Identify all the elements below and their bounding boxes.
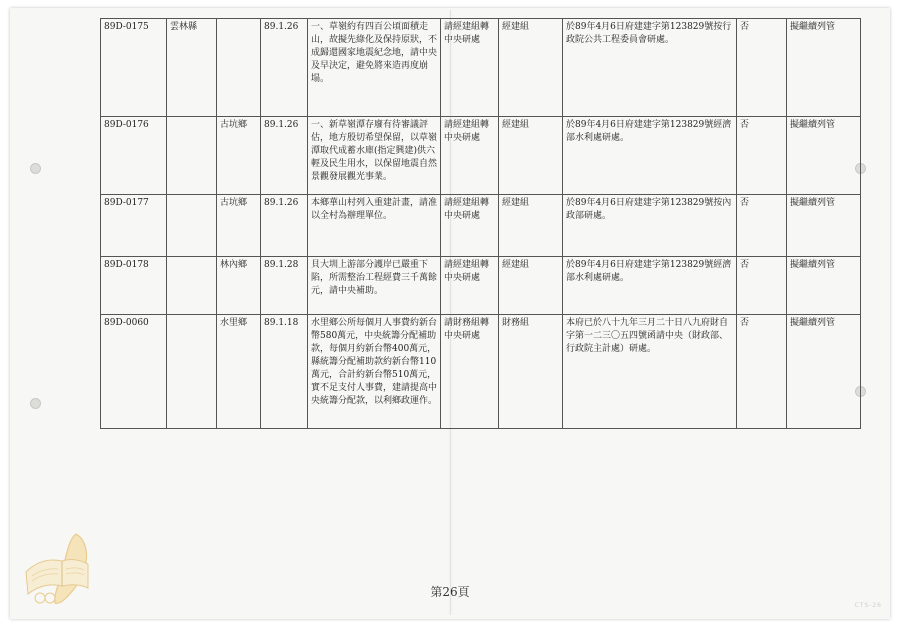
section: 經建組 — [499, 117, 563, 195]
case-id: 89D-0060 — [101, 315, 167, 429]
table-row — [101, 117, 861, 195]
content: 本鄉華山村列入重建計畫，請准以全村為辦理單位。 — [308, 195, 441, 257]
date: 89.1.26 — [261, 117, 308, 195]
flag: 否 — [737, 315, 787, 429]
result: 於89年4月6日府建建字第123829號經濟部水利處研處。 — [563, 257, 737, 315]
date: 89.1.28 — [261, 257, 308, 315]
section: 經建組 — [499, 257, 563, 315]
county — [167, 117, 217, 195]
table-row — [101, 257, 861, 315]
punch-hole — [30, 163, 41, 174]
flag: 否 — [737, 19, 787, 117]
section: 經建組 — [499, 19, 563, 117]
flag: 否 — [737, 117, 787, 195]
township: 林內鄉 — [217, 257, 261, 315]
date: 89.1.18 — [261, 315, 308, 429]
table-row — [101, 195, 861, 257]
content: 一、草嶺約有四百公頃面積走山，故擬先綠化及保持原狀，不成歸還國家地震紀念地，請中央及早決定，避免將來造再度崩塌。 — [308, 19, 441, 117]
result: 於89年4月6日府建建字第123829號經濟部水利處研處。 — [563, 117, 737, 195]
county — [167, 315, 217, 429]
township: 水里鄉 — [217, 315, 261, 429]
table-row — [101, 19, 861, 117]
status: 擬繼續列管 — [787, 257, 861, 315]
township: 古坑鄉 — [217, 117, 261, 195]
records-table — [100, 18, 861, 429]
county — [167, 257, 217, 315]
result: 於89年4月6日府建建字第123829號按行政院公共工程委員會研處。 — [563, 19, 737, 117]
county — [167, 195, 217, 257]
content: 一、新草嶺潭存廢有待審議評估，地方殷切希望保留，以草嶺潭取代成蓄水庫(指定興建)供六輕及民生用水，以保留地震自然景觀發展觀光事業。 — [308, 117, 441, 195]
case-id: 89D-0177 — [101, 195, 167, 257]
punch-hole — [30, 398, 41, 409]
township — [217, 19, 261, 117]
archive-logo-icon — [18, 528, 100, 610]
case-id: 89D-0175 — [101, 19, 167, 117]
flag: 否 — [737, 195, 787, 257]
handling-unit: 請經建組轉中央研處 — [441, 19, 499, 117]
status: 擬繼續列管 — [787, 315, 861, 429]
result: 於89年4月6日府建建字第123829號按內政部研處。 — [563, 195, 737, 257]
section: 財務組 — [499, 315, 563, 429]
handling-unit: 請經建組轉中央研處 — [441, 195, 499, 257]
status: 擬繼續列管 — [787, 19, 861, 117]
township: 古坑鄉 — [217, 195, 261, 257]
handling-unit: 請經建組轉中央研處 — [441, 257, 499, 315]
table-row — [101, 315, 861, 429]
case-id: 89D-0176 — [101, 117, 167, 195]
scanner-mark: CTS-26 — [854, 602, 882, 609]
status: 擬繼續列管 — [787, 195, 861, 257]
handling-unit: 請財務組轉中央研處 — [441, 315, 499, 429]
date: 89.1.26 — [261, 19, 308, 117]
county: 雲林縣 — [167, 19, 217, 117]
case-id: 89D-0178 — [101, 257, 167, 315]
status: 擬繼續列管 — [787, 117, 861, 195]
handling-unit: 請經建組轉中央研處 — [441, 117, 499, 195]
content: 水里鄉公所每個月人事費約新台幣580萬元，中央統籌分配補助款，每個月約新台幣400萬元，縣統籌分配補助款約新台幣110萬元，合計約新台幣510萬元，實不足支付人事費，建請提高中央統籌分配款，以利鄉政運作。 — [308, 315, 441, 429]
result: 本府已於八十九年三月二十日八九府財自字第一二三〇五四號函請中央（財政部、行政院主計處）研處。 — [563, 315, 737, 429]
flag: 否 — [737, 257, 787, 315]
date: 89.1.26 — [261, 195, 308, 257]
content: 貝大圳上游部分護岸已嚴重下陷，所需整治工程經費三千萬餘元，請中央補助。 — [308, 257, 441, 315]
section: 經建組 — [499, 195, 563, 257]
page-number: 第26頁 — [430, 585, 470, 599]
